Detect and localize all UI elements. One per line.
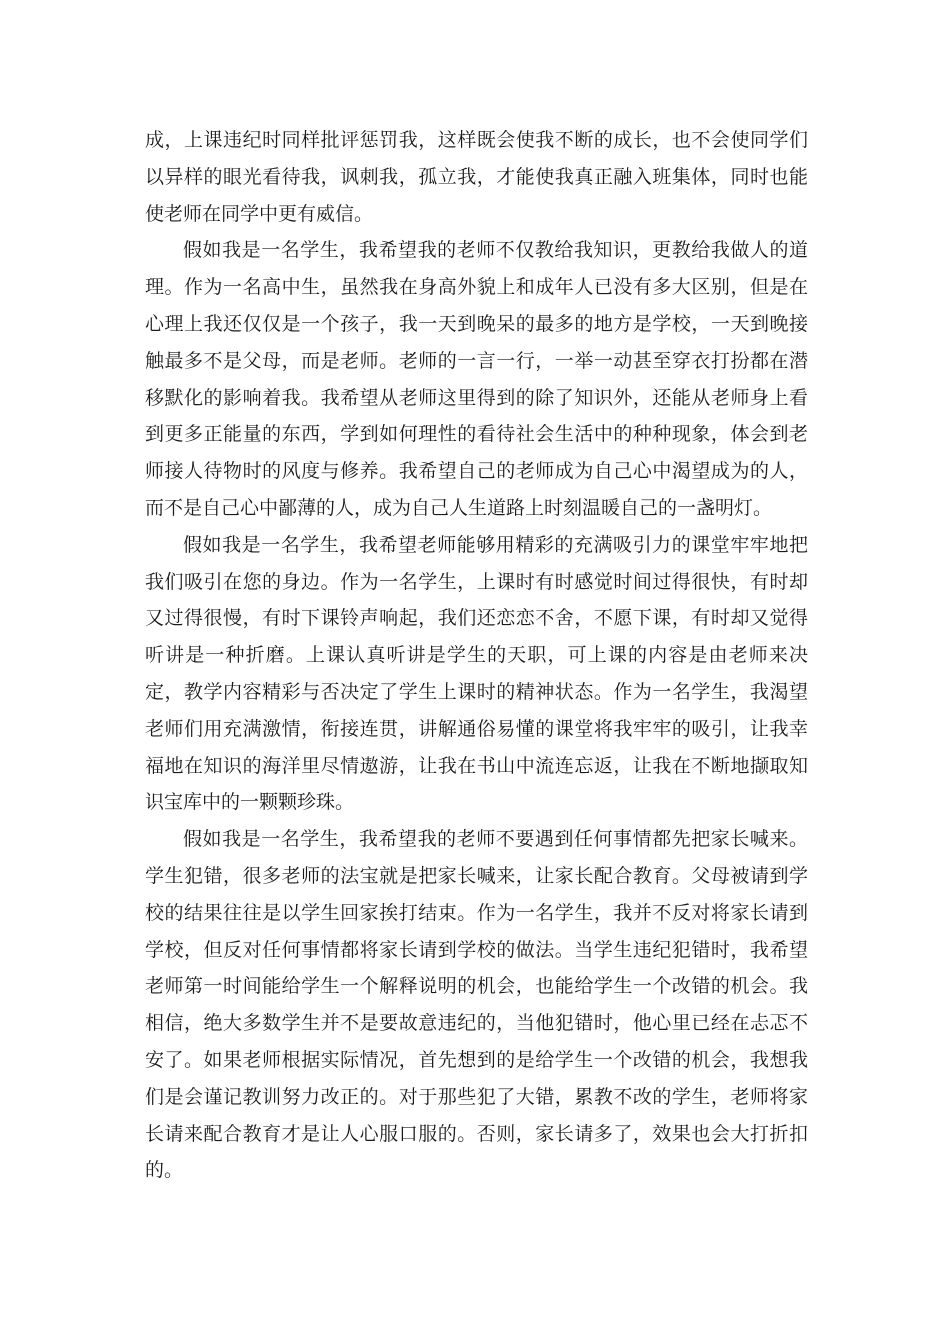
document-body [145,122,808,1189]
paragraph-1: 成，上课违纪时同样批评惩罚我，这样既会使我不断的成长，也不会使同学们以异样的眼光看待我，讽刺我，孤立我，才能使我真正融入班集体，同时也能使老师在同学中更有威信。 [145,129,808,225]
paragraph-2: 假如我是一名学生，我希望我的老师不仅教给我知识，更教给我做人的道理。作为一名高中生，虽然我在身高外貌上和成年人已没有多大区别，但是在心理上我还仅仅是一个孩子，我一天到晚呆的最多的地方是学校，一天到晚接触最多不是父母，而是老师。老师的一言一行，一举一动甚至穿衣打扮都在潜移默化的影响着我。我希望从老师这里得到的除了知识外，还能从老师身上看到更多正能量的东西，学到如何理性的看待社会生活中的种种现象，体会到老师接人待物时的风度与修养。我希望自己的老师成为自己心中渴望成为的人，而不是自己心中鄙薄的人，成为自己人生道路上时刻温暖自己的一盏明灯。 [145,239,808,519]
paragraph-4: 假如我是一名学生，我希望我的老师不要遇到任何事情都先把家长喊来。学生犯错，很多老师的法宝就是把家长喊来，让家长配合教育。父母被请到学校的结果往往是以学生回家挨打结束。作为一名学生，我并不反对将家长请到学校，但反对任何事情都将家长请到学校的做法。当学生违纪犯错时，我希望老师第一时间能给学生一个解释说明的机会，也能给学生一个改错的机会。我相信，绝大多数学生并不是要故意违纪的，当他犯错时，他心里已经在忐忑不安了。如果老师根据实际情况，首先想到的是给学生一个改错的机会，我想我们是会谨记教训努力改正的。对于那些犯了大错，累教不改的学生，老师将家长请来配合教育才是让人心服口服的。否则，家长请多了，效果也会大打折扣的。 [145,828,808,1182]
paragraph-3: 假如我是一名学生，我希望老师能够用精彩的充满吸引力的课堂牢牢地把我们吸引在您的身边。作为一名学生，上课时有时感觉时间过得很快，有时却又过得很慢，有时下课铃声响起，我们还恋恋不舍，不愿下课，有时却又觉得听讲是一种折磨。上课认真听讲是学生的天职，可上课的内容是由老师来决定，教学内容精彩与否决定了学生上课时的精神状态。作为一名学生，我渴望老师们用充满激情，衔接连贯，讲解通俗易懂的课堂将我牢牢的吸引，让我幸福地在知识的海洋里尽情遨游，让我在书山中流连忘返，让我在不断地撷取知识宝库中的一颗颗珍珠。 [145,533,808,814]
